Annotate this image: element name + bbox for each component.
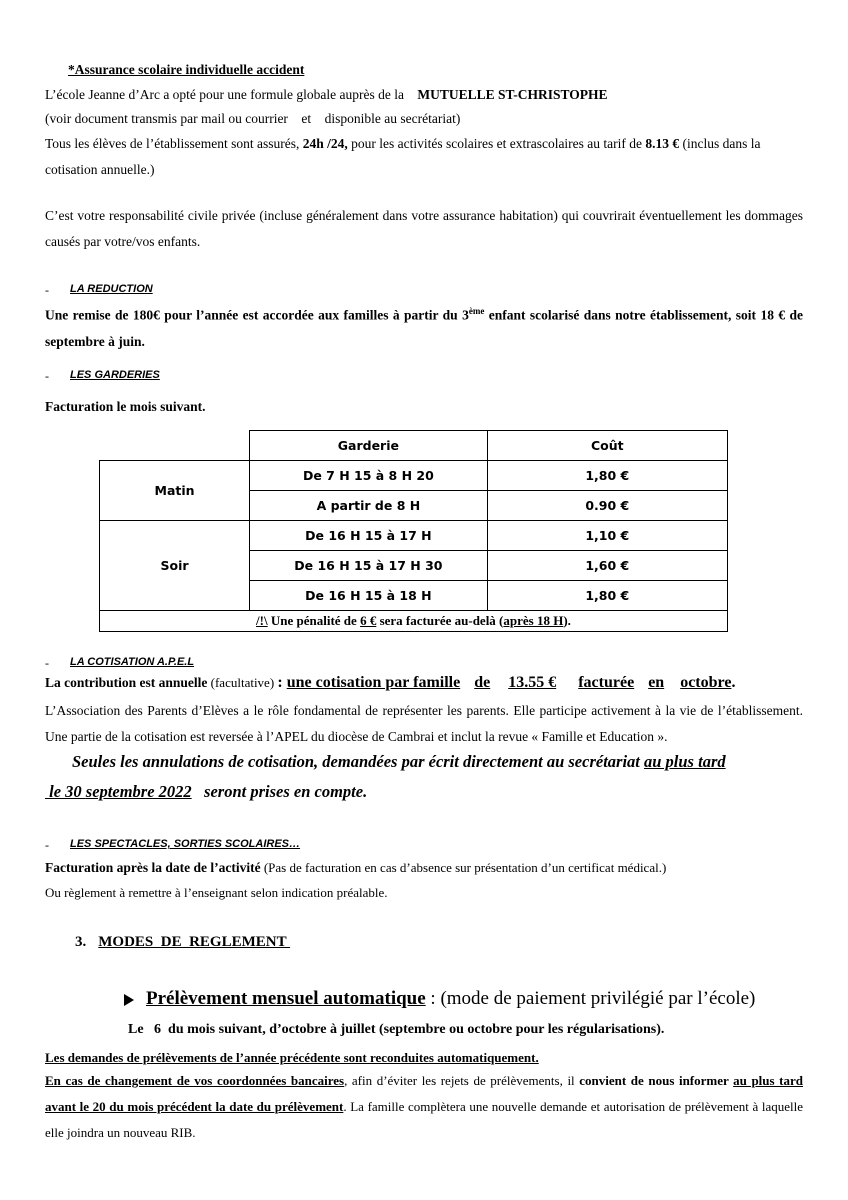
group-label-matin: Matin <box>100 461 250 521</box>
apel-amount: 13.55 € <box>508 674 557 691</box>
reduction-text-b: enfant scolarisé dans notre établissement, soit 18 € de septembre à juin. <box>45 307 803 349</box>
garderies-billing: Facturation le mois suivant. <box>45 399 206 414</box>
penalty-cell <box>100 611 728 632</box>
assurance-line3-b: 24h /24, <box>302 136 348 151</box>
assurance-rc-text: C’est votre responsabilité civile privée (incluse généralement dans votre assurance habitation) qui couvrirait éventuellement les dommages causés par votre/vos enfants. <box>45 208 803 249</box>
spectacles-line1-b: (Pas de facturation en cas d’absence sur présentation d’un certificat médical.) <box>260 860 667 875</box>
reduction-sup: ème <box>468 306 485 316</box>
penalty-text-b: sera facturée au-delà ( <box>376 613 504 628</box>
apel-annulation-2 <box>45 782 367 802</box>
penalty-text-c: ). <box>563 613 571 628</box>
change-b: , afin d’éviter les rejets de prélèvements, il <box>344 1073 580 1088</box>
assurance-line1 <box>45 87 608 103</box>
spectacles-line1 <box>45 860 666 876</box>
reduction-text-a: Une remise de 180€ pour l’année est accordée aux familles à partir du 3 <box>45 307 469 323</box>
annul-a: Seules les annulations de cotisation, demandées par écrit directement au secrétariat <box>72 752 644 771</box>
contrib-i: octobre <box>680 674 732 691</box>
apel-annulation-1 <box>72 752 726 772</box>
assurance-line2: (voir document transmis par mail ou courrier et disponible au secrétariat) <box>45 111 461 126</box>
assurance-line3-a: Tous les élèves de l’établissement sont assurés, <box>45 136 300 151</box>
slot-cell: De 16 H 15 à 17 H 30 <box>250 551 487 581</box>
spectacles-line1-a: Facturation après la date de l’activité <box>45 860 261 875</box>
header-garderie: Garderie <box>250 431 487 461</box>
spectacles-title: LES SPECTACLES, SORTIES SCOLAIRES… <box>70 838 301 850</box>
assurance-line3-e: (inclus dans la <box>682 136 761 151</box>
spectacles-line2: Ou règlement à remettre à l’enseignant selon indication préalable. <box>45 885 388 900</box>
mutuelle-name: MUTUELLE ST-CHRISTOPHE <box>417 87 608 102</box>
contrib-c: : <box>277 674 287 691</box>
reduction-title: LA REDUCTION <box>70 283 153 295</box>
reconduites-text: Les demandes de prélèvements de l’année précédente sont reconduites automatiquement. <box>45 1050 539 1065</box>
table-row <box>100 521 728 551</box>
contrib-h: en <box>648 674 665 691</box>
change-text <box>45 1068 803 1146</box>
slot-cell: A partir de 8 H <box>250 491 487 521</box>
arrow-bullet-icon <box>124 994 134 1006</box>
contrib-b: (facultative) <box>207 675 278 690</box>
slot-cell: De 16 H 15 à 18 H <box>250 581 487 611</box>
modes-heading <box>75 934 290 951</box>
prelevement-date: Le 6 du mois suivant, d’octobre à juillet (septembre ou octobre pour les régularisations). <box>128 1022 665 1037</box>
annul-b: au plus tard <box>644 752 726 771</box>
garderie-table <box>99 430 728 632</box>
table-corner <box>100 431 250 461</box>
spectacles-dash: - <box>45 838 49 852</box>
cost-cell: 1,10 € <box>487 521 727 551</box>
garderies-title: LES GARDERIES <box>70 369 160 381</box>
apel-description: L’Association des Parents d’Elèves a le rôle fondamental de représenter les parents. Elle participe activement à la vie de l’établissement. Une partie de la cotisation est reversée à l’APEL du diocèse de Cambrai et inclut la revue « Famille et Education ». <box>45 703 803 744</box>
cost-cell: 1,60 € <box>487 551 727 581</box>
change-e: . La famille complètera une nouvelle demande et autorisation de prélèvement à laquelle elle joindra un nouveau RIB. <box>45 1099 803 1140</box>
prelevement-title: Prélèvement mensuel automatique <box>146 988 426 1009</box>
slot-cell: De 7 H 15 à 8 H 20 <box>250 461 487 491</box>
assurance-line3-c: pour les activités scolaires et extrascolaires au tarif de <box>351 136 643 151</box>
apel-dash: - <box>45 656 49 670</box>
contrib-g: facturée <box>578 674 635 691</box>
assurance-line3 <box>45 136 761 152</box>
modes-title: MODES DE REGLEMENT <box>98 934 291 950</box>
table-row <box>100 461 728 491</box>
change-c: convient de nous informer <box>579 1073 734 1088</box>
cost-cell: 1,80 € <box>487 461 727 491</box>
change-a: En cas de changement de vos coordonnées bancaires <box>45 1073 345 1088</box>
contrib-j: . <box>731 674 736 691</box>
warning-icon: /!\ <box>256 613 268 628</box>
reduction-dash: - <box>45 283 49 297</box>
group-label-soir: Soir <box>100 521 250 611</box>
reduction-text <box>45 298 803 355</box>
assurance-line1-text: L’école Jeanne d’Arc a opté pour une formule globale auprès de la <box>45 87 404 102</box>
assurance-line4: cotisation annuelle.) <box>45 162 155 177</box>
prelevement-rest: : (mode de paiement privilégié par l’école) <box>425 988 756 1009</box>
modes-number: 3. <box>75 934 87 950</box>
cost-cell: 0.90 € <box>487 491 727 521</box>
apel-title: LA COTISATION A.P.E.L <box>70 656 195 668</box>
table-header-row <box>100 431 728 461</box>
penalty-time: après 18 H <box>503 613 564 628</box>
assurance-tarif: 8.13 € <box>645 136 680 151</box>
contrib-e: de <box>474 674 491 691</box>
cost-cell: 1,80 € <box>487 581 727 611</box>
change-d: au plus tard avant le 20 du mois précédent la date du prélèvement <box>45 1073 803 1114</box>
apel-contribution <box>45 674 735 692</box>
assurance-title: *Assurance scolaire individuelle accident <box>68 62 305 77</box>
contrib-d: une cotisation par famille <box>286 674 461 691</box>
header-cout: Coût <box>487 431 727 461</box>
slot-cell: De 16 H 15 à 17 H <box>250 521 487 551</box>
prelevement-line <box>124 988 755 1010</box>
penalty-text-a: Une pénalité de <box>267 613 361 628</box>
penalty-row <box>100 611 728 632</box>
annul-d: septembre 2022 <box>85 782 192 801</box>
annul-e: seront prises en compte. <box>191 782 368 801</box>
penalty-amount: 6 € <box>360 613 377 628</box>
contrib-a: La contribution est annuelle <box>45 675 208 690</box>
garderies-dash: - <box>45 369 49 383</box>
annul-c: le 30 <box>45 782 86 801</box>
